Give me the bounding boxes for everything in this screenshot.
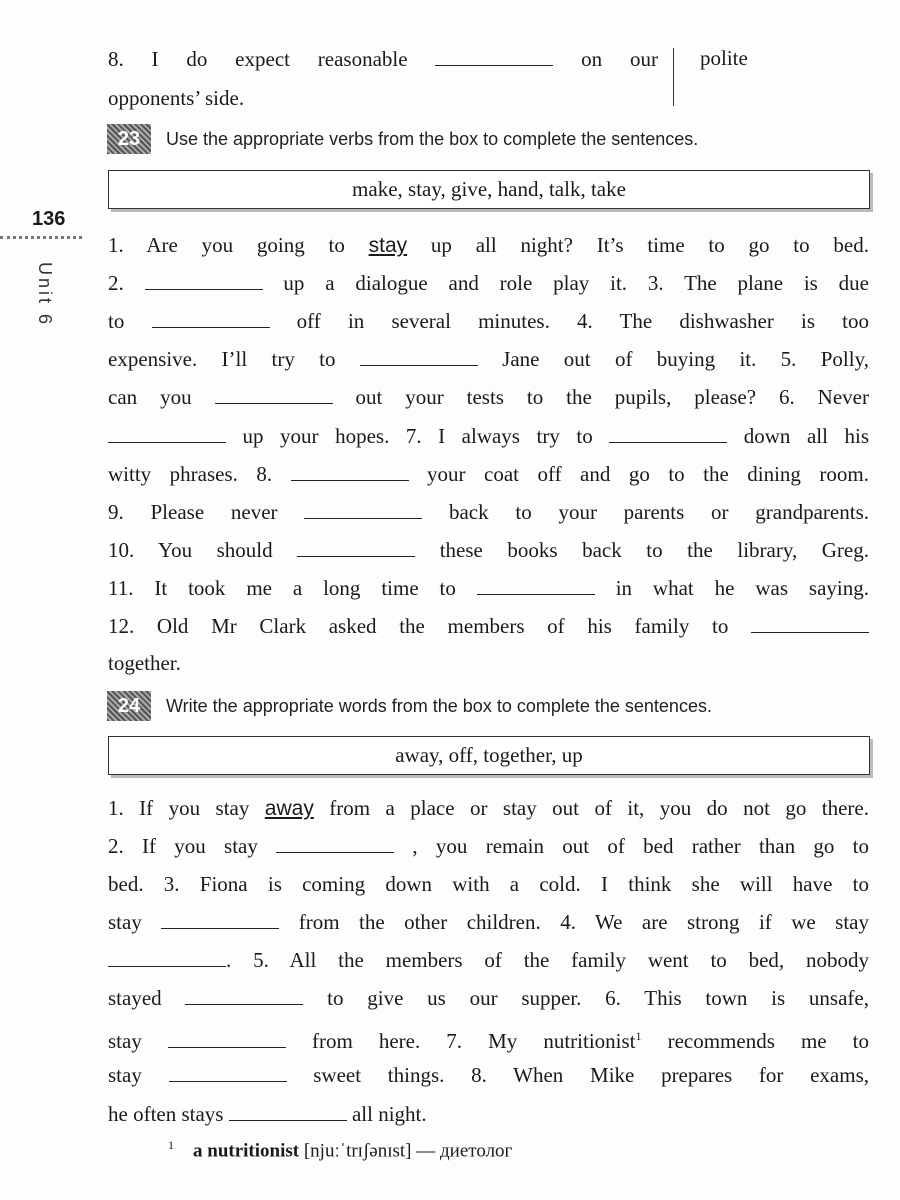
answer-blank[interactable] (276, 834, 394, 853)
text-line (108, 650, 869, 676)
text-segment: witty phrases. 8. (108, 462, 291, 486)
text-line (108, 795, 869, 822)
footnote-definition: [njuːˈtrɪʃənɪst] — диетолог (299, 1140, 513, 1162)
page-number: 136 (32, 208, 66, 230)
text-segment: stayed (108, 986, 186, 1010)
text-line (108, 499, 869, 525)
column-divider (673, 48, 674, 106)
answer-blank[interactable] (304, 500, 422, 519)
text-segment: up a dialogue and role play it. 3. The plane is due (262, 271, 869, 295)
footnote-term: a nutritionist (193, 1140, 300, 1162)
text-line (108, 423, 869, 449)
text-line (108, 308, 869, 334)
answer-blank[interactable] (435, 47, 553, 66)
text-line (108, 985, 869, 1011)
text-segment: down all his (727, 424, 869, 448)
answer-blank[interactable] (229, 1102, 347, 1121)
text-segment: in what he was saying. (594, 576, 869, 600)
text-line (108, 613, 869, 639)
answer-blank[interactable] (360, 347, 478, 366)
answer-blank[interactable] (185, 986, 303, 1005)
text-line (108, 270, 869, 296)
footnote (168, 1138, 512, 1162)
text-segment: he often stays (108, 1102, 229, 1126)
text-segment: expensive. I’ll try to (108, 347, 360, 371)
text-segment: stay (108, 1063, 169, 1087)
text-segment: opponents’ side. (108, 86, 245, 110)
text-segment: 12. Old Mr Clark asked the members of his family to (108, 614, 751, 638)
side-word: polite (700, 46, 748, 70)
answer-blank[interactable] (291, 462, 409, 481)
text-segment: 10. You should (108, 538, 298, 562)
text-line (108, 46, 658, 72)
text-line (108, 1023, 869, 1054)
text-segment: together. (108, 651, 181, 675)
text-line (108, 1062, 869, 1088)
text-segment: 1. Are you going to (108, 233, 369, 257)
text-line (108, 871, 869, 897)
exercise-number-badge: 24 (107, 691, 151, 721)
text-line (108, 346, 869, 372)
text-segment: up your hopes. 7. I always try to (226, 424, 610, 448)
text-line (108, 1101, 869, 1127)
text-segment: stay (108, 1029, 168, 1053)
exercise-number-badge: 23 (107, 124, 151, 154)
text-segment: 11. It took me a long time to (108, 576, 477, 600)
answer-blank[interactable] (145, 271, 263, 290)
text-segment: 1. If you stay (108, 796, 265, 820)
text-segment: to give us our supper. 6. This town is unsafe, (303, 986, 869, 1010)
text-line (108, 85, 869, 111)
answer-blank[interactable] (169, 1063, 287, 1082)
text-segment: . 5. All the members of the family went to bed, nobody (226, 948, 869, 972)
text-segment: recommends me to (641, 1029, 869, 1053)
text-segment: to (108, 309, 152, 333)
text-segment: back to your parents or grandparents. (422, 500, 869, 524)
text-line (108, 232, 869, 259)
text-segment: up all night? It’s time to go to bed. (407, 233, 869, 257)
text-segment: Jane out of buying it. 5. Polly, (477, 347, 869, 371)
text-line (108, 575, 869, 601)
answer-blank[interactable] (215, 385, 333, 404)
page-number-divider (0, 236, 82, 239)
footnote-ref: 1 (635, 1029, 642, 1043)
answer-blank[interactable] (108, 948, 226, 967)
word-box: away, off, together, up (108, 736, 870, 775)
text-line (108, 909, 869, 935)
text-segment: , you remain out of bed rather than go to (394, 834, 869, 858)
answer-blank[interactable] (152, 309, 270, 328)
text-segment: on our (553, 47, 658, 71)
unit-label: Unit 6 (35, 262, 55, 328)
text-segment: sweet things. 8. When Mike prepares for exams, (286, 1063, 869, 1087)
exercise-instruction: Write the appropriate words from the box to complete the sentences. (166, 696, 712, 716)
answer-blank[interactable] (297, 538, 415, 557)
text-segment: can you (108, 385, 215, 409)
text-segment: out your tests to the pupils, please? 6. Never (332, 385, 869, 409)
text-segment: 2. If you stay (108, 834, 277, 858)
text-line (108, 461, 869, 487)
exercise-instruction: Use the appropriate verbs from the box to complete the sentences. (166, 129, 699, 149)
text-segment: from a place or stay out of it, you do not go there. (313, 796, 869, 820)
example-answer: away (264, 797, 314, 820)
text-segment: 8. I do expect reasonable (108, 47, 436, 71)
text-segment: off in several minutes. 4. The dishwasher is too (269, 309, 869, 333)
text-segment: from the other children. 4. We are strong if we stay (279, 910, 869, 934)
text-line (108, 384, 869, 410)
answer-blank[interactable] (108, 424, 226, 443)
text-segment: 2. (108, 271, 145, 295)
text-line (108, 833, 869, 859)
answer-blank[interactable] (477, 576, 595, 595)
text-segment: stay (108, 910, 162, 934)
text-segment: all night. (346, 1102, 427, 1126)
word-box: make, stay, give, hand, talk, take (108, 170, 870, 209)
text-line (108, 537, 869, 563)
text-segment: your coat off and go to the dining room. (408, 462, 869, 486)
text-segment: 9. Please never (108, 500, 305, 524)
footnote-mark: 1 (168, 1138, 174, 1152)
text-segment: from here. 7. My nutritionist (285, 1029, 636, 1053)
text-segment: bed. 3. Fiona is coming down with a cold. I think she will have to (108, 872, 869, 896)
answer-blank[interactable] (609, 424, 727, 443)
answer-blank[interactable] (168, 1029, 286, 1048)
text-segment: these books back to the library, Greg. (415, 538, 870, 562)
example-answer: stay (368, 234, 408, 257)
answer-blank[interactable] (751, 614, 869, 633)
answer-blank[interactable] (161, 910, 279, 929)
text-line (108, 947, 869, 973)
